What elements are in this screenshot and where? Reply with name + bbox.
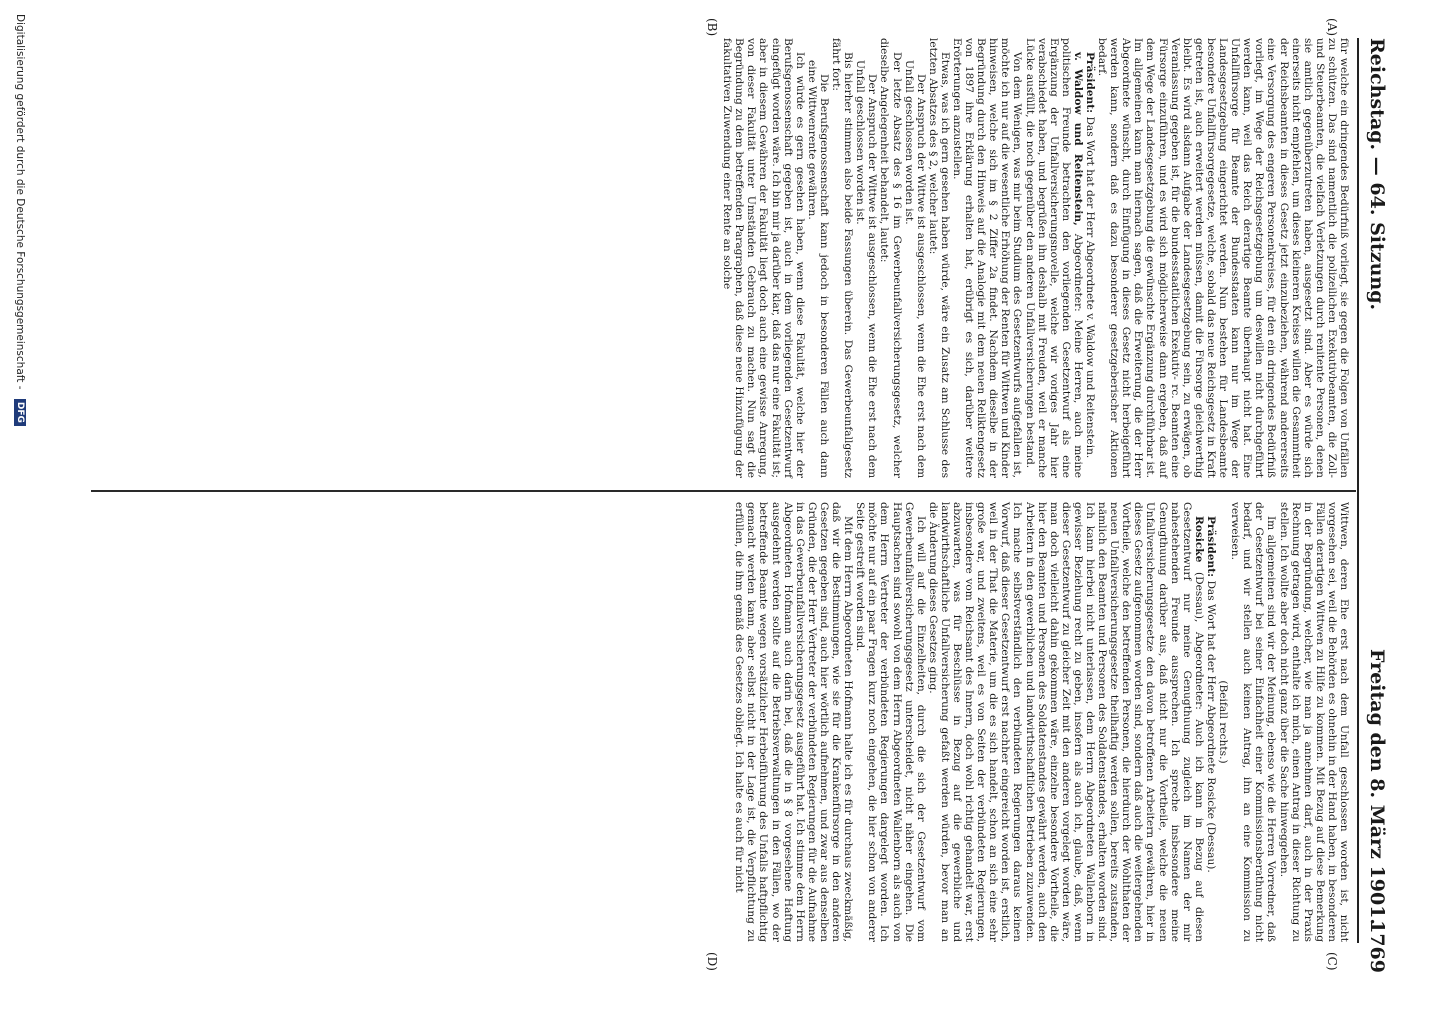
speaker-name: Präsident:	[1204, 516, 1217, 578]
applause-note: (Beifall rechts.)	[1217, 680, 1230, 764]
paragraph: Bis hierher stimmen also beide Fassungen überein. Das Gewerbeunfallgesetz fährt fort:	[830, 38, 855, 478]
paragraph: Der letzte Absatz des § 16 im Gewerbeunfallversicherungsgesetz, welcher dieselbe Angelegenheit behandelt, lautet:	[878, 38, 903, 478]
paragraph: Mit dem Herrn Abgeordneten Hofmann halte ich es für durchaus zweckmäßig, daß wir die Bestimmungen, wie sie für die Krankenfürsorge in den anderen Gesetzen gegeben sind, auch hier wörtlich aufnehmen, und zwar aus denselben Gründen, die der Herr Vertreter der verbündeten Regierungen für die Aufnahme in das Gewerbeunfallversicherungsgesetz ausgeführt hat. Ich stimme dem Herrn Abgeordneten Hofmann auch darin bei, daß die in § 8 vorgesehene Haftung ausgedehnt werden sollte auf die Betriebsverwaltungen in den Fällen, wo der betreffende Beamte wegen vorsätzlicher Herbeiführung des Unfalls haftpflichtig gemacht werden kann, aber selbst nicht in der Lage ist, die Verpflichtung zu erfüllen, die ihm gemäß des Gesetzes obliegt. Ich halte es auch für nicht	[733, 502, 855, 942]
paragraph: für welche ein dringendes Bedürfniß vorliegt, sie gegen die Folgen von Unfällen zu schützen. Das sind namentlich die polizeilichen Exekutivbeamten, die Zoll- und Steuerbeamten, die vielfach Verletzungen durch renitente Personen, denen sie amtlich gegenüberzutreten haben, ausgesetzt sind. Aber es würde sich einerseits nicht empfehlen, um dieses kleineren Kreises willen die Gesammtheit der Reichsbeamten in dieses Gesetz jetzt einzubeziehen, während andererseits eine Versorgung des engeren Personenkreises, für den ein dringendes Bedürfniß vorliegt, im Wege der Reichsgesetzgebung um deswillen nicht durchgeführt werden kann, weil das Reich derartige Beamte überhaupt nicht hat. Eine Unfallfürsorge für Beamte der Bundesstaaten kann nur im Wege der Landesgesetzgebung eingerichtet werden. Nun bestehen für Landesbeamte besondere Unfallfürsorgegesetze, welche, sobald das neue Reichsgesetz in Kraft getreten ist, auch erweitert werden müssen, damit die Fürsorge gleichwerthig bleibt. Es wird alsdann Aufgabe der Landesgesetzgebung sein, zu erwägen, ob Veranlassung gegeben ist, für die bundesstaatlichen Exekutiv- rc. Beamten eine Fürsorge einzuführen, und es wird sich möglicherweise dann ergeben, daß auf dem Wege der Landesgesetzgebung die gewünschte Ergänzung durchführbar ist. Im allgemeinen kann man hiernach sagen, daß die Erweiterung, die der Herr Abgeordnete wünscht, durch Einfügung in dieses Gesetz nicht herbeigeführt werden kann, sondern daß es dazu besonderer gesetzgeberischer Aktionen bedarf.	[1096, 38, 1350, 478]
digitization-footer	[6, 0, 26, 1014]
speech-text: Abgeordneter: Meine Herren, auch meine politischen Freunde betrachten den vorliegenden Gesetzentwurf als eine Ergänzung der Unfallversicherungsnovelle, welche wir voriges Jahr hier verabschiedet haben, und begrüßen ihn deshalb mit Freuden, weil er manche Lücke ausfüllt, die noch gegenüber den anderen Unfallversicherungen bestand.	[1023, 38, 1084, 478]
right-column	[733, 502, 1350, 942]
margin-marker-d: (D)	[705, 952, 719, 971]
quoted-text: Die Berufsgenossenschaft kann jedoch in besonderen Fällen auch dann eine Wittwenrente gewähren.	[805, 60, 830, 478]
column-divider	[91, 490, 1356, 492]
left-column	[721, 38, 1350, 478]
speaker-name: Präsident:	[1084, 52, 1097, 114]
speaker-name: Rosicke	[1192, 516, 1205, 563]
paragraph: Wittwen, deren Ehe erst nach dem Unfall geschlossen worden ist, nicht vorgesehen sei, weil die Behörden es ohnehin in der Hand haben, in besonderen Fällen derartigen Wittwen zu Hilfe zu kommen. Mit Bezug auf diese Bemerkung in der Begründung, welcher, wie man ja annehmen darf, auch in der Praxis Rechnung getragen wird, enthalte ich mich, einen Antrag in dieser Richtung zu stellen. Ich wollte aber doch nicht ganz über die Sache hinweggehen.	[1277, 502, 1350, 942]
paragraph: Im allgemeinen sind wir der Meinung, ebenso wie die Herren Vorredner, daß der Gesetzentwurf bei seiner Einfachheit einer Kommissionsberathung nicht bedarf, und wir stellen auch keinen Antrag, ihn an eine Kommission zu verweisen.	[1229, 502, 1278, 942]
paragraph	[1084, 38, 1096, 478]
page-number: 1769	[1366, 920, 1388, 973]
speech-text: Das Wort hat der Herr Abgeordnete v. Waldow und Reitenstein.	[1084, 116, 1097, 459]
header-left: Reichstag. — 64. Sitzung.	[1366, 38, 1388, 311]
quoted-text: Der Anspruch der Wittwe ist ausgeschlossen, wenn die Ehe erst nach dem Unfall geschlossen worden ist.	[902, 60, 927, 478]
footer-text: Digitalisierung gefördert durch die Deutsche Forschungsgemeinschaft -	[14, 14, 26, 390]
header-right: Freitag den 8. März 1901.	[1366, 649, 1388, 925]
margin-marker-b: (B)	[705, 18, 719, 37]
page-header	[1360, 38, 1394, 973]
speaker-name: v. Waldow und Reitenstein,	[1071, 52, 1084, 226]
speech-text: (Dessau), Abgeordneter: Auch ich kann in Bezug auf diesen Gesetzentwurf nur meine Genugthuung zugleich im Namen der mir nahestehenden Freunde aussprechen. Ich spreche insbesondere meine Genugthuung darüber aus, daß nicht nur die Vortheile, welche die neuen Unfallversicherungsgesetze den davon betroffenen Arbeitern gewähren, hier in dieses Gesetz aufgenommen worden sind, sondern daß auch die weitergehenden Vortheile, welche den betreffenden Personen, die hierdurch der Wohlthaten der neuen Unfallversicherungsgesetze theilhaftig werden sollen, bereits zustanden, nämlich den Beamten und Personen des Soldatenstandes, erhalten worden sind. Ich kann hierbei nicht unterlassen, dem Herrn Abgeordneten Wallenborn in gewisser Beziehung recht zu geben, insofern als auch ich, glaube, daß, wenn dieser Gesetzentwurf zu gleicher Zeit mit den anderen vorgelegt worden wäre, man doch vielleicht dahin gekommen wäre, einzelne besondere Vortheile, die hier den Beamten und Personen des Soldatenstandes gewährt werden, auch den Arbeitern in den gewerblichen und landwirthschaftlichen Betrieben zuzuwenden. Ich mache selbstverständlich den verbündeten Regierungen daraus keinen Vorwurf, daß dieser Gesetzentwurf erst nachher eingereicht worden ist, erstlich, weil in der That die Materie, um die es sich handelt, schon an sich eine sehr große war, und zweitens, weil es von Seiten der verbündeten Regierungen, insbesondere vom Reichsamt des Innern, doch wohl richtig gehandelt war, erst abzuwarten, was für Beschlüsse in Bezug auf die gewerbliche und landwirthschaftliche Unfallversicherung gefaßt werden würden, bevor man an die Änderung dieses Gesetzes ging.	[926, 502, 1205, 942]
paragraph: Ich würde es gern gesehen haben, wenn diese Fakultät, welche hier der Berufsgenossenschaft gegeben ist, auch in dem vorliegenden Gesetzentwurf eingefügt worden wäre. Ich bin mir ja darüber klar, daß das nur eine Fakultät ist; aber in diesem Gewähren der Fakultät liegt doch auch eine gewisse Anregung, von dieser Fakultät unter Umständen Gebrauch zu machen. Nun sagt die Begründung zu dem betreffenden Paragraphen, daß diese neue Hinzufügung der fakultativen Zuwendung einer Rente an solche	[721, 38, 806, 478]
paragraph	[1205, 502, 1217, 942]
margin-marker-a: (A)	[1325, 18, 1339, 37]
paragraph: Etwas, was ich gern gesehen haben würde, wäre ein Zusatz am Schlusse des letzten Absatzes des § 2, welcher lautet:	[926, 38, 951, 478]
paragraph	[1023, 38, 1083, 478]
paragraph: Von dem Wenigen, was mir beim Studium des Gesetzentwurfs aufgefallen ist, möchte ich nur auf die wesentliche Erhöhung der Renten für Wittwen und Kinder hinweisen, welche sich im § 2 Ziffer 2a findet. Nachdem dieselbe in der Begründung durch den Hinweis auf die Analogie mit dem neuen Reliktengesetz von 1897 ihre Erklärung erhalten hat, erübrigt es sich, darüber weitere Erörterungen anzustellen.	[951, 38, 1024, 478]
dfg-logo: DFG	[14, 399, 26, 426]
margin-marker-c: (C)	[1325, 952, 1339, 971]
quoted-text: Der Anspruch der Wittwe ist ausgeschlossen, wenn die Ehe erst nach dem Unfall geschlossen worden ist.	[854, 60, 879, 478]
paragraph: Ich will auf die Einzelheiten, durch die sich der Gesetzentwurf vom Gewerbeunfallversicherungsgesetz unterscheidet, nicht näher eingehen. Die Hauptsachen sind sowohl von dem Herrn Abgeordneten Wallenborn als auch von dem Herrn Vertreter der verbündeten Regierungen dargelegt worden. Ich möchte nur auf ein paar Fragen kurz noch eingehen, die hier schon von anderer Seite gestreift worden sind.	[854, 502, 927, 942]
header-rule	[1357, 38, 1359, 943]
speech-text: Das Wort hat der Herr Abgeordnete Rosicke (Dessau).	[1204, 580, 1217, 873]
paragraph	[927, 502, 1205, 942]
